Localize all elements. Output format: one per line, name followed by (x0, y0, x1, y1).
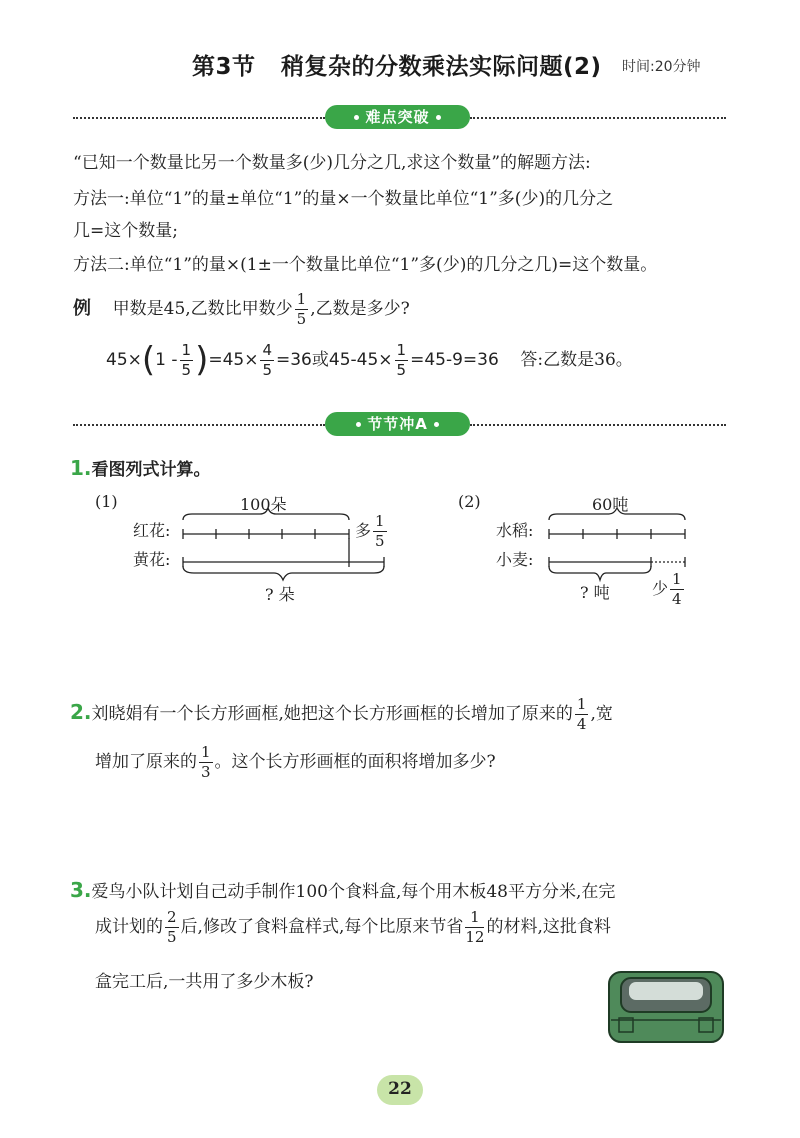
fraction: $\frac{2}{5}$ (167, 908, 177, 946)
feeder-box-illustration (605, 968, 727, 1046)
section-title: 稍复杂的分数乘法实际问题(2) (281, 54, 602, 80)
fraction: $\frac{1}{3}$ (201, 743, 211, 781)
fraction: $\frac{4}{5}$ (262, 340, 272, 379)
part-2-label: (2) (458, 492, 481, 511)
time-limit: 时间:20分钟 (622, 59, 701, 75)
question-3: 3.爱鸟小队计划自己动手制作100个食料盒,每个用木板48平方分米,在完 (70, 878, 616, 902)
yellow-flower-unknown: ? 朵 (265, 585, 295, 604)
yellow-flower-label: 黄花: (133, 550, 171, 569)
red-flower-label: 红花: (133, 521, 171, 540)
question-2: 2.刘晓娟有一个长方形画框,她把这个长方形画框的长增加了原来的 $\frac{1}{4}$ ,宽 (70, 695, 613, 733)
more-label: 多 $\frac{1}{5}$ (355, 512, 385, 550)
intro-line-1: “已知一个数量比另一个数量多(少)几分之几,求这个数量”的解题方法: (73, 153, 591, 173)
rice-total: 60吨 (592, 495, 629, 514)
rice-label: 水稻: (496, 521, 534, 540)
fraction: $\frac{1}{5}$ (396, 340, 407, 379)
red-flower-total: 100朵 (240, 495, 287, 514)
example-answer: 答:乙数是36。 (520, 350, 633, 370)
intro-line-3: 几=这个数量; (73, 221, 178, 241)
fraction: $\frac{1}{4}$ (576, 695, 587, 733)
question-3-line-2: 成计划的 $\frac{2}{5}$ 后,修改了食料盒样式,每个比原来节省 $\frac{1}{12}$ 的材料,这批食料 (95, 908, 611, 946)
fraction: $\frac{1}{4}$ (672, 570, 682, 608)
part-1-label: (1) (95, 492, 118, 511)
question-number: 2. (70, 700, 92, 724)
example-label: 例 (73, 298, 91, 319)
example-solution: 45×(1 - $\frac{1}{5}$ )=45× $\frac{4}{5}$ =36或45-45× $\frac{1}{5}$ =45-9=36 答:乙数是36。 (106, 340, 633, 380)
question-1: 1.看图列式计算。 (70, 456, 211, 480)
fraction: $\frac{1}{5}$ (375, 512, 385, 550)
question-number: 1. (70, 456, 92, 480)
total-brace (549, 508, 685, 520)
unknown-brace (549, 566, 651, 580)
practice-badge: 节节冲A (325, 412, 470, 436)
fraction: $\frac{1}{12}$ (465, 908, 485, 946)
intro-line-4: 方法二:单位“1”的量×(1±一个数量比单位“1”多(少)的几分之几)=这个数量。 (73, 255, 658, 275)
section-number: 第3节 (192, 54, 256, 80)
total-brace (183, 508, 349, 520)
question-2-line-2: 增加了原来的 $\frac{1}{3}$ 。这个长方形画框的面积将增加多少? (95, 743, 496, 781)
example-problem: 例 甲数是45,乙数比甲数少 $\frac{1}{5}$ ,乙数是多少? (73, 290, 410, 328)
difficulty-badge: 难点突破 (325, 105, 470, 129)
less-label: 少 $\frac{1}{4}$ (652, 570, 682, 608)
question-3-line-3: 盒完工后,一共用了多少木板? (95, 972, 314, 992)
fraction: $\frac{1}{5}$ (296, 290, 307, 328)
unknown-brace (183, 566, 384, 580)
page-number: 22 (388, 1079, 412, 1099)
question-number: 3. (70, 878, 92, 902)
intro-line-2: 方法一:单位“1”的量±单位“1”的量×一个数量比单位“1”多(少)的几分之 (73, 189, 614, 209)
fraction: $\frac{1}{5}$ (181, 340, 192, 379)
wheat-label: 小麦: (496, 550, 534, 569)
wheat-unknown: ? 吨 (580, 583, 610, 602)
